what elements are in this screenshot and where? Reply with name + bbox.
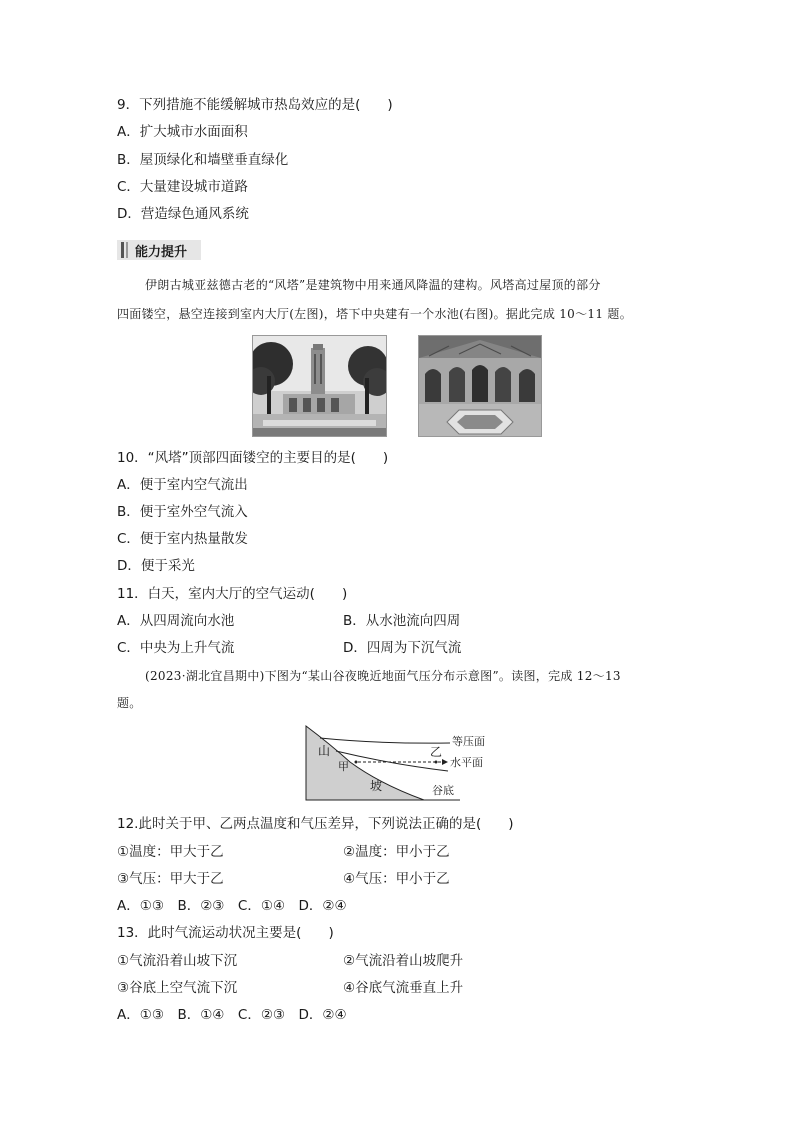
arrow-head-icon [442,759,448,765]
q12-stem: 12.此时关于甲、乙两点温度和气压差异，下列说法正确的是( ) [117,816,514,832]
q11-stem: 11．白天，室内大厅的空气运动( ) [117,586,348,602]
label-slope: 坡 [370,779,383,793]
wind-tower-interior-image [419,336,541,436]
section-title: 能力提升 [135,245,188,260]
q9-option-a: A．扩大城市水面面积 [117,124,248,140]
q12-choices: A．①③ B．②③ C．①④ D．②④ [117,898,347,914]
q10-option-c: C．便于室内热量散发 [117,531,248,547]
section-heading [117,240,201,260]
q10-stem: 10．“风塔”顶部四面镂空的主要目的是( ) [117,450,389,466]
q13-choices: A．①③ B．①④ C．②③ D．②④ [117,1007,347,1023]
passage2-line2: 题。 [117,696,142,710]
passage1-line2: 四面镂空，悬空连接到室内大厅(左图)，塔下中央建有一个水池(右图)。据此完成 10～11 题。 [117,307,632,321]
q12-item-4: ④气压：甲小于乙 [343,871,450,887]
q10-option-a: A．便于室内空气流出 [117,477,248,493]
passage1-line1: 伊朗古城亚兹德古老的“风塔”是建筑物中用来通风降温的建构。风塔高过屋顶的部分 [145,278,601,292]
label-mountain: 山 [318,744,331,758]
q12-item-3: ③气压：甲大于乙 [117,871,224,887]
label-jia: 甲 [338,760,349,773]
passage2-line1: (2023·湖北宜昌期中)下图为“某山谷夜晚近地面气压分布示意图”。读图，完成 12～13 [145,669,621,683]
q12-item-2: ②温度：甲小于乙 [343,844,450,860]
wind-tower-exterior-photo [252,335,387,437]
label-yi: 乙 [430,745,443,759]
q11-option-d: D．四周为下沉气流 [343,640,462,656]
valley-pressure-diagram [300,724,500,802]
q10-option-d: D．便于采光 [117,558,195,574]
label-isobar: 等压面 [452,735,485,748]
q13-item-4: ④谷底气流垂直上升 [343,980,464,996]
q11-option-b: B．从水池流向四周 [343,613,461,629]
q9-option-d: D．营造绿色通风系统 [117,206,249,222]
isobar-upper-line [320,738,450,743]
q13-item-3: ③谷底上空气流下沉 [117,980,238,996]
q12-item-1: ①温度：甲大于乙 [117,844,224,860]
q9-option-c: C．大量建设城市道路 [117,179,248,195]
wind-tower-exterior-image [253,336,386,436]
q11-option-a: A．从四周流向水池 [117,613,235,629]
q10-option-b: B．便于室外空气流入 [117,504,248,520]
q13-item-2: ②气流沿着山坡爬升 [343,953,464,969]
q13-stem: 13．此时气流运动状况主要是( ) [117,925,334,941]
wind-tower-interior-photo [418,335,542,437]
q9-stem: 9．下列措施不能缓解城市热岛效应的是( ) [117,97,393,113]
q13-item-1: ①气流沿着山坡下沉 [117,953,238,969]
label-horizontal: 水平面 [450,756,483,769]
q11-option-c: C．中央为上升气流 [117,640,235,656]
label-valley: 谷底 [432,784,454,797]
q9-option-b: B．屋顶绿化和墙壁垂直绿化 [117,152,289,168]
